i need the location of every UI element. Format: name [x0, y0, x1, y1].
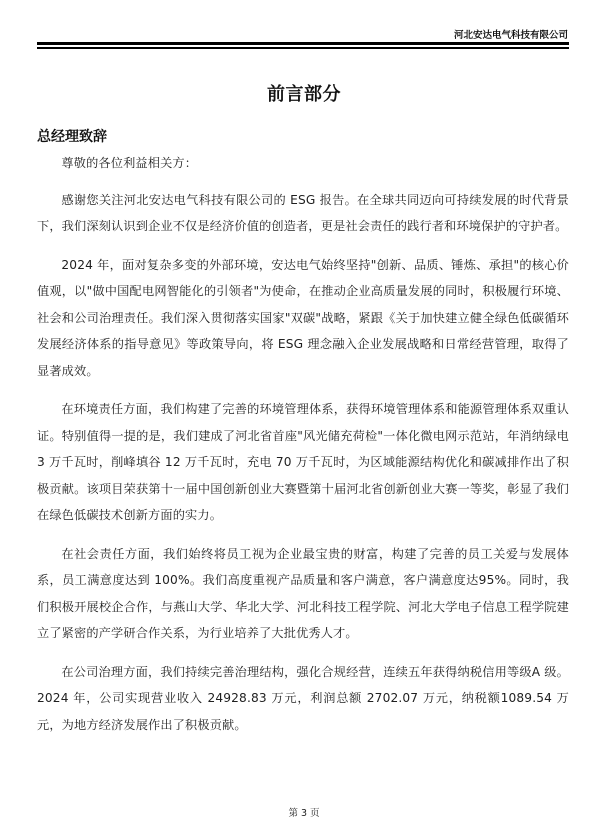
- paragraph-2024-overview: 2024 年，面对复杂多变的外部环境，安达电气始终坚持"创新、品质、锤炼、承担"的核心价值观，以"做中国配电网智能化的引领者"为使命，在推动企业高质量发展的同时，积极履行环境、社会和公司治理责任。我们深入贯彻落实国家"双碳"战略，紧跟《关于加快建立健全绿色低碳循环发展经济体系的指导意见》等政策导向，将 ESG 理念融入企业发展战略和日常经营管理，取得了显著成效。: [37, 257, 569, 378]
- header-rule-thick: [37, 42, 569, 45]
- page-title: 前言部分: [267, 84, 341, 105]
- paragraph-environment: 在环境责任方面，我们构建了完善的环境管理体系，获得环境管理体系和能源管理体系双重认证。特别值得一提的是，我们建成了河北省首座"风光储充荷检"一体化微电网示范站，年消纳绿电 3 万千瓦时，削峰填谷 12 万千瓦时，充电 70 万千瓦时，为区域能源结构优化和碳减排作出了积极贡献。该项目荣获第十一届中国创新创业大赛暨第十届河北省创新创业大赛一等奖，彰显了我们在绿色低碳技术创新方面的实力。: [37, 402, 569, 522]
- section-heading: 总经理致辞: [37, 129, 107, 145]
- paragraph-intro: 感谢您关注河北安达电气科技有限公司的 ESG 报告。在全球共同迈向可持续发展的时代背景下，我们深刻认识到企业不仅是经济价值的创造者，更是社会责任的践行者和环境保护的守护者。: [37, 192, 569, 233]
- paragraph-governance: 在公司治理方面，我们持续完善治理结构，强化合规经营，连续五年获得纳税信用等级A 级。2024 年，公司实现营业收入 24928.83 万元，利润总额 2702.07 万元，纳税额1089.54 万元，为地方经济发展作出了积极贡献。: [37, 664, 569, 732]
- salutation: 尊敬的各位利益相关方：: [61, 156, 198, 170]
- letter-body: [37, 150, 569, 750]
- paragraph-social: 在社会责任方面，我们始终将员工视为企业最宝贵的财富，构建了完善的员工关爱与发展体系，员工满意度达到 100%。我们高度重视产品质量和客户满意，客户满意度达95%。同时，我们积极开展校企合作，与燕山大学、华北大学、河北科技工程学院、河北大学电子信息工程学院建立了紧密的产学研合作关系，为行业培养了大批优秀人才。: [37, 546, 569, 640]
- page-number: 第 3 页: [288, 808, 320, 819]
- header-company-name: 河北安达电气科技有限公司: [453, 30, 568, 41]
- header-rule-thin: [37, 47, 569, 49]
